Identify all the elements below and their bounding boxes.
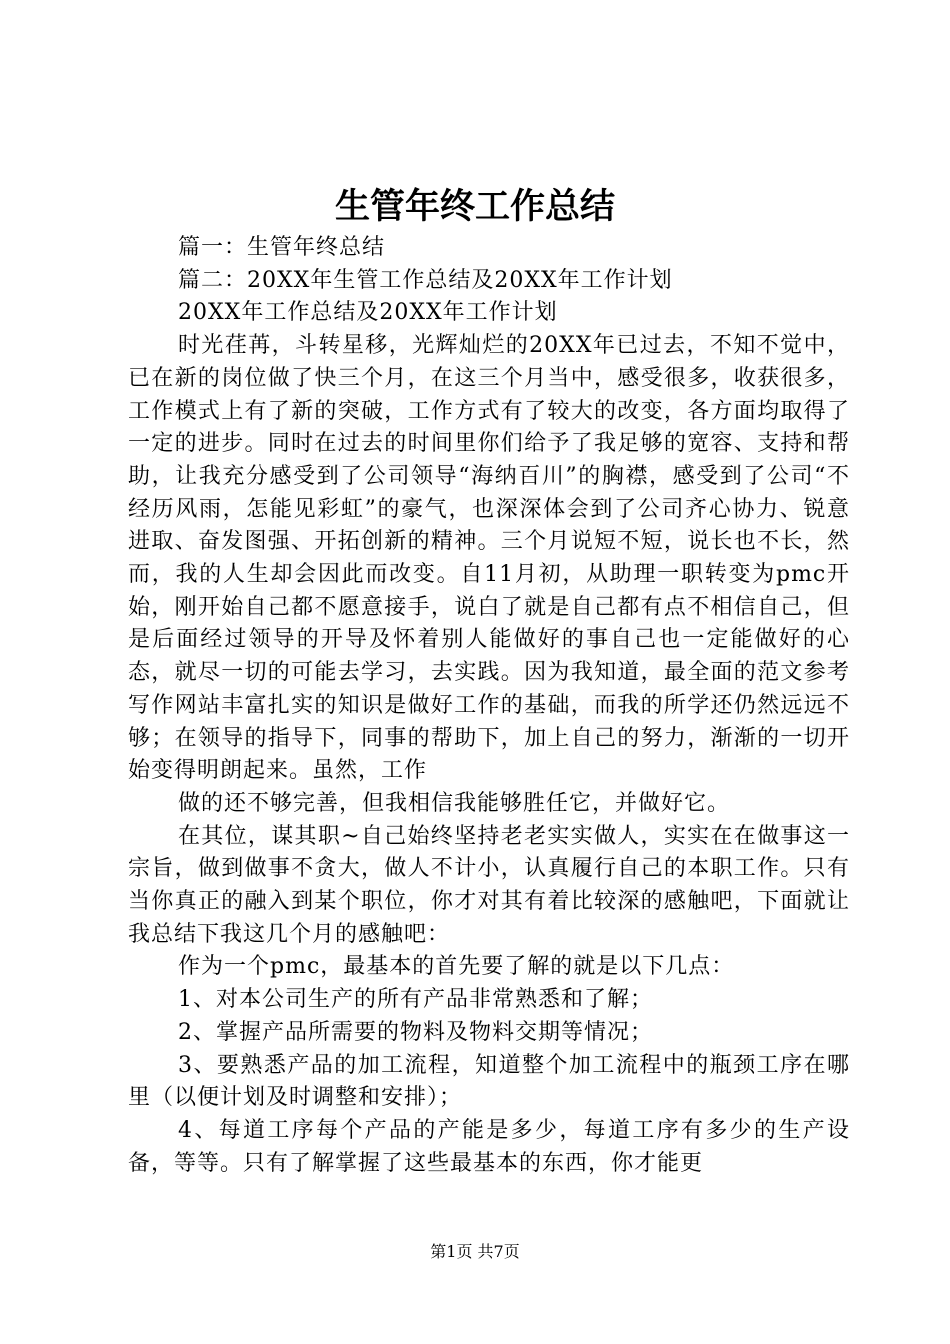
list-item-4: 4、每道工序每个产品的产能是多少，每道工序有多少的生产设备，等等。只有了解掌握了这些最基本的东西，你才能更 (128, 1117, 850, 1176)
document-body (128, 232, 850, 1180)
document-title: 生管年终工作总结 (334, 186, 615, 227)
paragraph-4: 时光荏苒，斗转星移，光辉灿烂的20XX年已过去，不知不觉中，已在新的岗位做了快三个月，在这三个月当中，感受很多，收获很多，工作模式上有了新的突破，工作方式有了较大的改变，各方面均取得了一定的进步。同时在过去的时间里你们给予了我足够的宽容、支持和帮助，让我充分感受到了公司领导“海纳百川”的胸襟，感受到了公司“不经历风雨，怎能见彩虹”的豪气，也深深体会到了公司齐心协力、锐意进取、奋发图强、开拓创新的精神。三个月说短不短，说长也不长，然而，我的人生却会因此而改变。自11月初，从助理一职转变为pmc开始，刚开始自己都不愿意接手，说白了就是自己都有点不相信自己，但是后面经过领导的开导及怀着别人能做好的事自己也一定能做好的心态，就尽一切的可能去学习，去实践。因为我知道，最全面的范文参考写作网站丰富扎实的知识是做好工作的基础，而我的所学还仍然远远不够；在领导的指导下，同事的帮助下，加上自己的努力，渐渐的一切开始变得明朗起来。虽然，工作 (128, 333, 850, 784)
list-item-2: 2、掌握产品所需要的物料及物料交期等情况； (178, 1019, 653, 1045)
paragraph-6: 在其位，谋其职~自己始终坚持老老实实做人，实实在在做事这一宗旨，做到做事不贪大，做人不计小，认真履行自己的本职工作。只有当你真正的融入到某个职位，你才对其有着比较深的感触吧，下面就让我总结下我这几个月的感触吧： (128, 823, 850, 947)
paragraph-3: 20XX年工作总结及20XX年工作计划 (178, 300, 558, 326)
paragraph-5: 做的还不够完善，但我相信我能够胜任它，并做好它。 (178, 790, 731, 816)
page-footer: 第1页 共7页 (430, 1242, 520, 1261)
list-item-3: 3、要熟悉产品的加工流程，知道整个加工流程中的瓶颈工序在哪里（以便计划及时调整和安排）； (128, 1052, 850, 1111)
paragraph-1: 篇一：生管年终总结 (178, 235, 386, 260)
paragraph-2: 篇二：20XX年生管工作总结及20XX年工作计划 (178, 267, 673, 293)
list-item-1: 1、对本公司生产的所有产品非常熟悉和了解； (178, 987, 653, 1013)
paragraph-7: 作为一个pmc，最基本的首先要了解的就是以下几点： (178, 954, 735, 980)
